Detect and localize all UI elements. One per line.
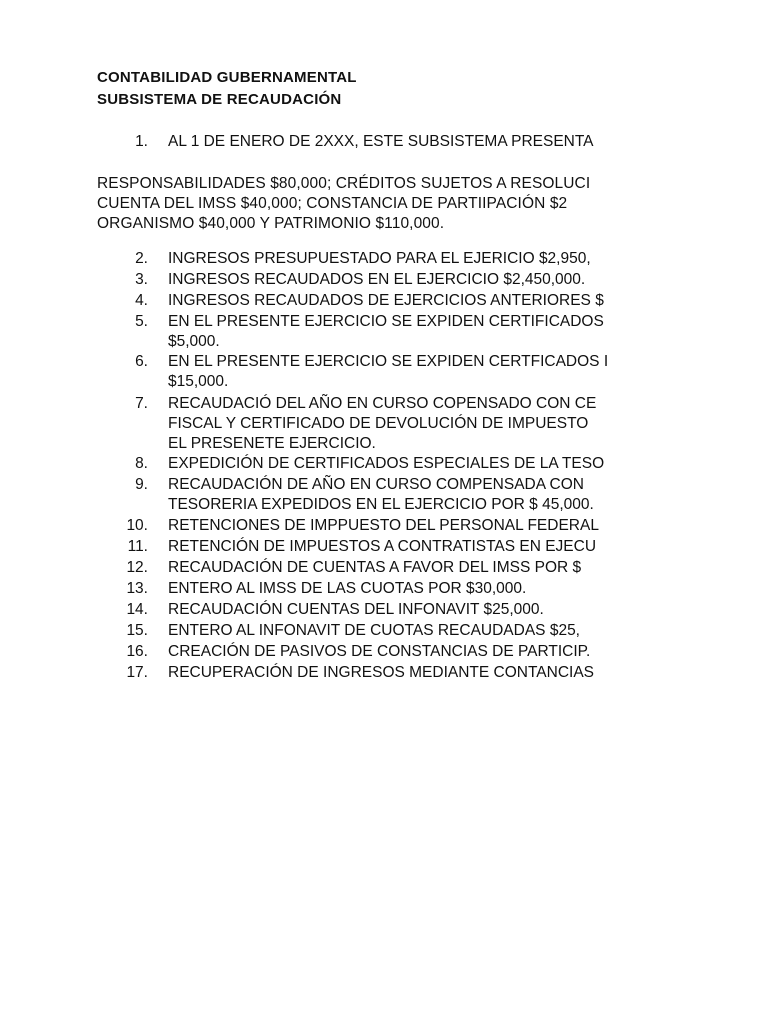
- document-title: CONTABILIDAD GUBERNAMENTAL: [97, 69, 357, 86]
- list-item-number: 4.: [135, 292, 148, 309]
- list-item-number: 11.: [127, 538, 148, 555]
- list-item-number: 5.: [135, 313, 148, 330]
- list-item-number: 15.: [126, 622, 148, 639]
- list-item-number: 6.: [135, 353, 148, 370]
- list-item-text-continued: EL PRESENETE EJERCICIO.: [168, 435, 376, 452]
- list-item-text: RETENCIÓN DE IMPUESTOS A CONTRATISTAS EN EJECU: [168, 538, 597, 555]
- list-item-number: 3.: [135, 271, 148, 288]
- list-item-number: 8.: [135, 455, 148, 472]
- list-item-number: 10.: [126, 517, 148, 534]
- list-item-number: 12.: [126, 559, 148, 576]
- list-item-text: RECAUDACIÓN DE AÑO EN CURSO COMPENSADA CON: [168, 476, 584, 493]
- list-item-text-continued: $15,000.: [168, 373, 229, 390]
- list-item-text: RECAUDACIÓN DE CUENTAS A FAVOR DEL IMSS POR $: [168, 559, 582, 576]
- list-item-text: CREACIÓN DE PASIVOS DE CONSTANCIAS DE PARTICIP.: [168, 643, 591, 660]
- paragraph-line: ORGANISMO $40,000 Y PATRIMONIO $110,000.: [97, 215, 445, 232]
- list-item-text-continued: $5,000.: [168, 333, 220, 350]
- list-item-text-continued: TESORERIA EXPEDIDOS EN EL EJERCICIO POR $ 45,000.: [168, 496, 594, 513]
- list-item-number: 13.: [126, 580, 148, 597]
- list-item-text-continued: FISCAL Y CERTIFICADO DE DEVOLUCIÓN DE IMPUESTO: [168, 415, 589, 432]
- list-item-text: RECUPERACIÓN DE INGRESOS MEDIANTE CONTANCIAS: [168, 664, 595, 681]
- list-item-text: INGRESOS PRESUPUESTADO PARA EL EJERICIO $2,950,: [168, 250, 591, 267]
- document-subtitle: SUBSISTEMA DE RECAUDACIÓN: [97, 91, 342, 108]
- list-item-text: RECAUDACIÓ DEL AÑO EN CURSO COPENSADO CON CE: [168, 395, 597, 412]
- list-item-text: EN EL PRESENTE EJERCICIO SE EXPIDEN CERTFICADOS I: [168, 353, 609, 370]
- list-item-number: 1.: [135, 133, 148, 150]
- list-item-text: RECAUDACIÓN CUENTAS DEL INFONAVIT $25,000.: [168, 601, 544, 618]
- list-item-number: 9.: [135, 476, 148, 493]
- paragraph-line: CUENTA DEL IMSS $40,000; CONSTANCIA DE PARTIIPACIÓN $2: [97, 195, 568, 212]
- list-item-text: INGRESOS RECAUDADOS EN EL EJERCICIO $2,450,000.: [168, 271, 586, 288]
- list-item-text: INGRESOS RECAUDADOS DE EJERCICIOS ANTERIORES $: [168, 292, 604, 309]
- list-item-text: ENTERO AL IMSS DE LAS CUOTAS POR $30,000.: [168, 580, 527, 597]
- list-item-text: ENTERO AL INFONAVIT DE CUOTAS RECAUDADAS $25,: [168, 622, 580, 639]
- list-item-number: 7.: [135, 395, 148, 412]
- list-item-number: 16.: [126, 643, 148, 660]
- list-item-text: RETENCIONES DE IMPPUESTO DEL PERSONAL FEDERAL: [168, 517, 599, 534]
- list-item-text: EXPEDICIÓN DE CERTIFICADOS ESPECIALES DE LA TESO: [168, 455, 605, 472]
- list-item-text: AL 1 DE ENERO DE 2XXX, ESTE SUBSISTEMA PRESENTA: [168, 133, 594, 150]
- list-item-number: 14.: [126, 601, 148, 618]
- list-item-number: 2.: [135, 250, 148, 267]
- list-item-number: 17.: [126, 664, 148, 681]
- paragraph-line: RESPONSABILIDADES $80,000; CRÉDITOS SUJETOS A RESOLUCI: [97, 175, 591, 192]
- list-item-text: EN EL PRESENTE EJERCICIO SE EXPIDEN CERTIFICADOS: [168, 313, 604, 330]
